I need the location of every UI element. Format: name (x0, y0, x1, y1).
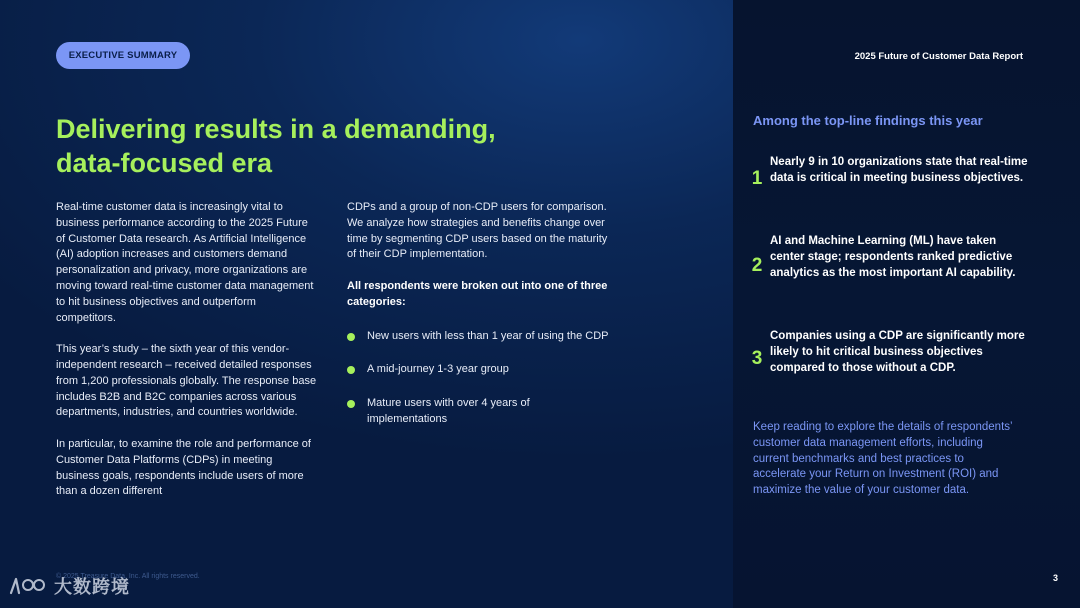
intro-paragraph: Real-time customer data is increasingly vital to business performance according to the 2025 Future of Customer Data research. As Artificial Intelligence (AI) adoption increases and customers demand personalization and privacy, more organizations are moving toward real-time customer data management to hit business objectives and outperform competitors. (56, 201, 314, 324)
list-item (347, 329, 609, 345)
body-column-2 (347, 200, 609, 446)
category-text: A mid-journey 1-3 year group (367, 363, 509, 376)
cdp-paragraph-continued: CDPs and a group of non-CDP users for comparison. We analyze how strategies and benefits change over time by segmenting CDP users based on the maturity of their CDP implementation. (347, 201, 608, 261)
page-number: 3 (1052, 573, 1058, 583)
copyright-text: © 2025 Treasure Data, Inc. All rights reserved. (56, 573, 200, 580)
study-paragraph: This year’s study – the sixth year of this vendor-independent research – received detailed responses from 1,200 professionals globally. The response base includes B2B and B2C companies across various departments, industries, and countries worldwide. (56, 343, 317, 419)
finding-number: 3 (751, 348, 763, 369)
headline-line-1: Delivering results in a demanding, (56, 114, 496, 144)
bullet-dot-icon (347, 333, 355, 341)
findings-panel (733, 0, 1080, 608)
category-text: Mature users with over 4 years of implementations (367, 397, 530, 425)
watermark-icon (8, 575, 48, 597)
watermark-logo (8, 572, 148, 600)
finding-text: Nearly 9 in 10 organizations state that real-time data is critical in meeting business objectives. (770, 156, 1028, 184)
finding-text: AI and Machine Learning (ML) have taken center stage; respondents ranked predictive analytics as the most important AI capability. (770, 235, 1016, 279)
page-headline (56, 112, 576, 180)
finding-number: 1 (751, 168, 763, 189)
body-column-1 (56, 200, 318, 516)
category-text: New users with less than 1 year of using the CDP (367, 329, 609, 342)
report-title: 2025 Future of Customer Data Report (854, 51, 1023, 62)
watermark-text: 大数跨境 (54, 577, 130, 597)
category-list (347, 329, 609, 428)
categories-heading: All respondents were broken out into one of three categories: (347, 279, 608, 308)
finding-text: Companies using a CDP are significantly more likely to hit critical business objectives compared to those without a CDP. (770, 330, 1025, 374)
list-item (347, 362, 609, 378)
call-to-action: Keep reading to explore the details of respondents’ customer data management efforts, including current benchmarks and best practices to accelerate your Return on Investment (ROI) and maximize the value of your customer data. (753, 421, 1013, 497)
list-item (347, 396, 609, 428)
findings-title: Among the top-line findings this year (753, 113, 983, 128)
section-badge: EXECUTIVE SUMMARY (56, 42, 190, 69)
headline-line-2: data-focused era (56, 148, 273, 178)
cdp-paragraph: In particular, to examine the role and performance of Customer Data Platforms (CDPs) in meeting business goals, respondents include users of more than a dozen different (56, 437, 311, 498)
bullet-dot-icon (347, 366, 355, 374)
finding-number: 2 (751, 255, 763, 276)
bullet-dot-icon (347, 400, 355, 408)
